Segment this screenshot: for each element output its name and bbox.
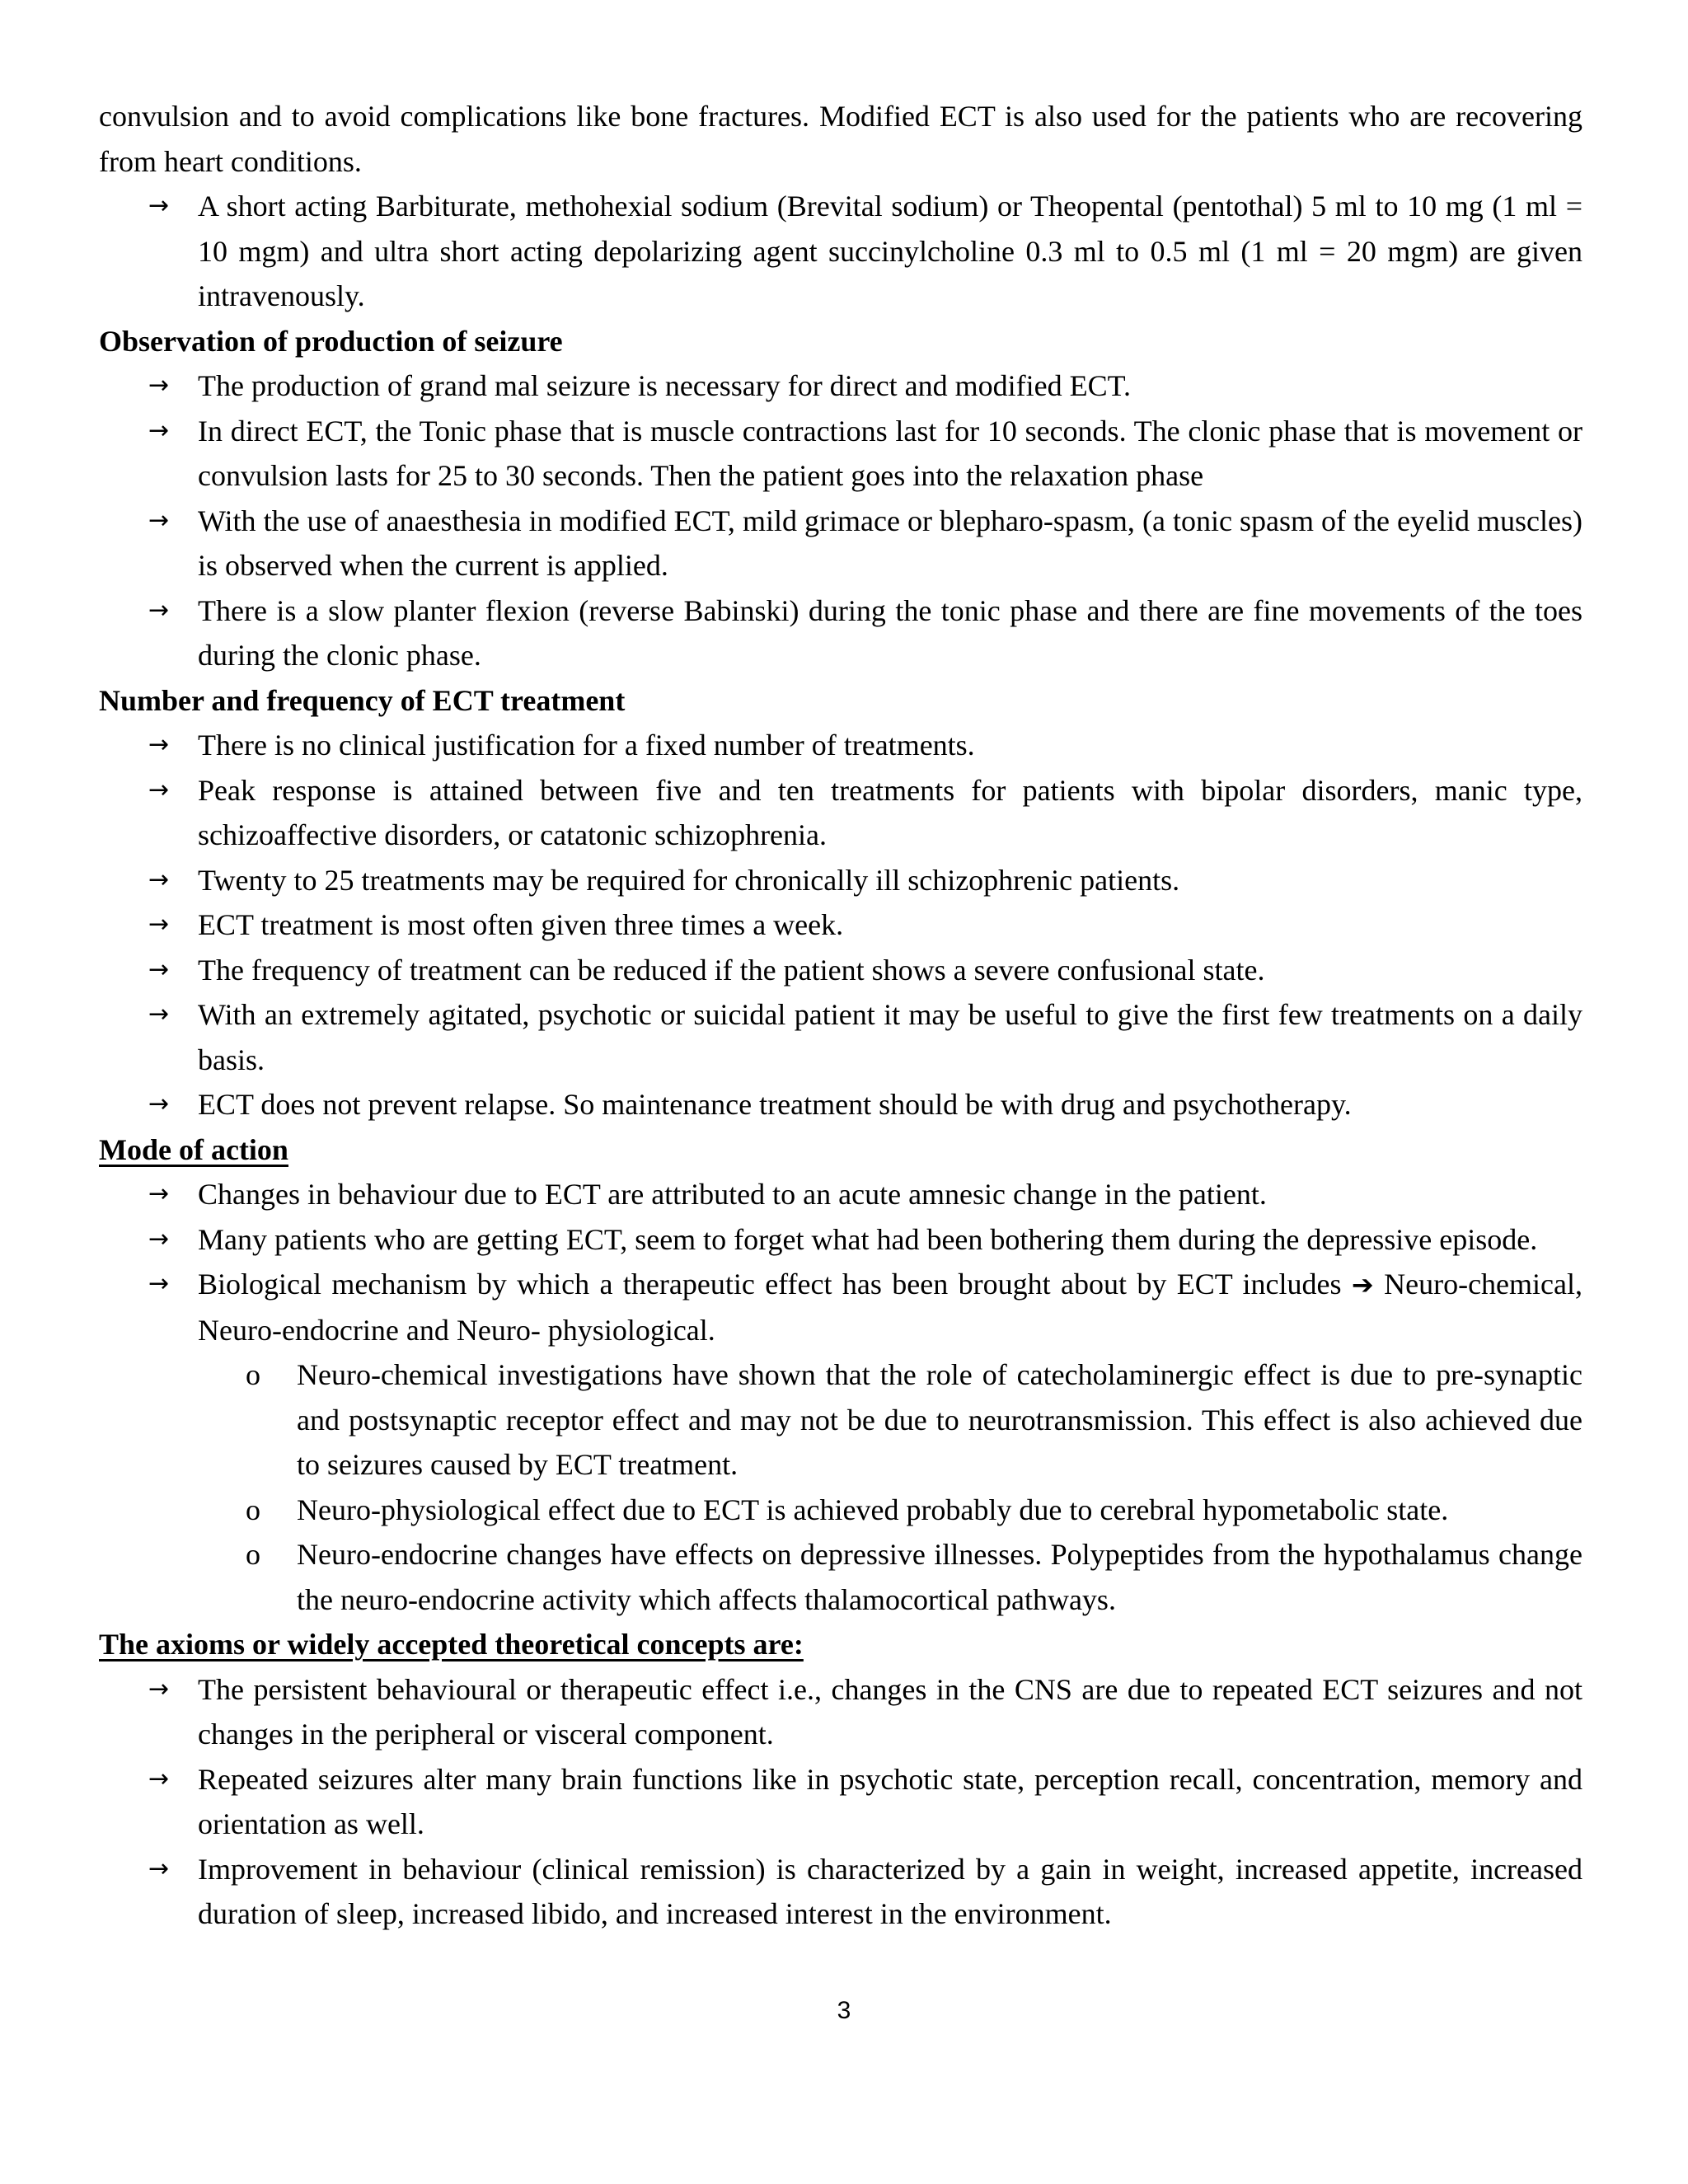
list-item-text: Many patients who are getting ECT, seem to forget what had been bothering them during the depressive episode. — [198, 1222, 1538, 1256]
arrow-bullet-icon: → — [148, 1674, 170, 1704]
list-item-text: Repeated seizures alter many brain functions like in psychotic state, perception recall, concentration, memory and orientation as well. — [198, 1762, 1582, 1840]
list-item-text: Peak response is attained between five and ten treatments for patients with bipolar disorders, manic type, schizoaffective disorders, or catatonic schizophrenia. — [198, 773, 1582, 851]
arrow-bullet-icon: → — [148, 1090, 170, 1118]
section-heading-axioms: The axioms or widely accepted theoretical concepts are: — [99, 1628, 804, 1661]
list-item — [99, 1847, 1582, 1937]
page-content — [99, 94, 1582, 1937]
list-item-text: With the use of anaesthesia in modified ECT, mild grimace or blepharo-spasm, (a tonic spasm of the eyelid muscles) is observed when the current is applied. — [198, 504, 1582, 582]
list-item-text: In direct ECT, the Tonic phase that is muscle contractions last for 10 seconds. The clonic phase that is movement or convulsion lasts for 25 to 30 seconds. Then the patient goes into the relaxation phase — [198, 414, 1582, 492]
list-item-text: Biological mechanism by which a therapeutic effect has been brought about by ECT includes — [198, 1268, 1342, 1301]
circle-bullet-icon: o — [246, 1358, 260, 1391]
sub-list-item — [99, 1488, 1582, 1533]
sub-list-item-text: Neuro-endocrine changes have effects on depressive illnesses. Polypeptides from the hypothalamus change the neuro-endocrine activity which affects thalamocortical pathways. — [297, 1538, 1582, 1616]
circle-bullet-icon: o — [246, 1493, 260, 1526]
list-item — [99, 499, 1582, 588]
arrow-bullet-icon: → — [148, 775, 170, 804]
arrow-bullet-icon: → — [148, 865, 170, 894]
list-item — [99, 858, 1582, 903]
list-item — [99, 723, 1582, 768]
arrow-bullet-icon: → — [148, 415, 170, 445]
arrow-bullet-icon: → — [148, 1179, 170, 1208]
intro-list — [99, 184, 1582, 319]
list-item-text: The persistent behavioural or therapeutic effect i.e., changes in the CNS are due to repeated ECT seizures and not changes in the peripheral or visceral component. — [198, 1672, 1582, 1750]
list-item — [99, 948, 1582, 993]
arrow-bullet-icon: → — [148, 1269, 170, 1298]
arrow-bullet-icon: → — [148, 1224, 170, 1254]
observation-list — [99, 363, 1582, 678]
right-arrow-icon: ➔ — [1351, 1269, 1374, 1301]
arrow-bullet-icon: → — [148, 1000, 170, 1029]
arrow-bullet-icon: → — [148, 954, 170, 984]
axioms-list — [99, 1667, 1582, 1937]
frequency-list — [99, 723, 1582, 1127]
list-item-text: ECT does not prevent relapse. So maintenance treatment should be with drug and psychotherapy. — [198, 1088, 1352, 1121]
list-item — [99, 1262, 1582, 1622]
arrow-bullet-icon: → — [148, 1764, 170, 1793]
sub-list-item-text: Neuro-physiological effect due to ECT is achieved probably due to cerebral hypometabolic state. — [297, 1493, 1449, 1526]
sub-list-item — [99, 1352, 1582, 1488]
list-item — [99, 768, 1582, 858]
list-item — [99, 1172, 1582, 1217]
arrow-bullet-icon: → — [148, 730, 170, 759]
arrow-bullet-icon: → — [148, 1854, 170, 1883]
list-item — [99, 902, 1582, 948]
list-item — [99, 1667, 1582, 1757]
list-item-text: The frequency of treatment can be reduced if the patient shows a severe confusional state. — [198, 953, 1265, 987]
list-item — [99, 184, 1582, 319]
arrow-bullet-icon: → — [148, 595, 170, 625]
list-item-text: The production of grand mal seizure is necessary for direct and modified ECT. — [198, 369, 1131, 402]
sub-list-item-text: Neuro-chemical investigations have shown that the role of catecholaminergic effect is due to pre-synaptic and postsynaptic receptor effect and may not be due to neurotransmission. This effect is also achieved due to seizures caused by ECT treatment. — [297, 1358, 1582, 1481]
list-item-text: Twenty to 25 treatments may be required for chronically ill schizophrenic patients. — [198, 863, 1180, 897]
list-item-text: Neuro-chemical, Neuro-endocrine and Neuro- physiological. — [198, 1268, 1582, 1347]
list-item-text: A short acting Barbiturate, methohexial sodium (Brevital sodium) or Theopental (pentothal) 5 ml to 10 mg (1 ml = 10 mgm) and ultra short acting depolarizing agent succinylcholine 0.3 ml to 0.5 ml (1 ml = 20 mgm) are given intravenously. — [198, 190, 1582, 312]
page-number: 3 — [837, 1997, 851, 2024]
list-item-text: With an extremely agitated, psychotic or suicidal patient it may be useful to give the first few treatments on a daily basis. — [198, 998, 1582, 1076]
arrow-bullet-icon: → — [148, 371, 170, 400]
mode-list — [99, 1172, 1582, 1622]
list-item-text: ECT treatment is most often given three times a week. — [198, 908, 844, 941]
list-item — [99, 1217, 1582, 1263]
intro-paragraph: convulsion and to avoid complications like bone fractures. Modified ECT is also used for the patients who are recovering from heart conditions. — [99, 100, 1582, 178]
list-item-text: Changes in behaviour due to ECT are attributed to an acute amnesic change in the patient. — [198, 1178, 1267, 1211]
list-item-text: Improvement in behaviour (clinical remission) is characterized by a gain in weight, increased appetite, increased duration of sleep, increased libido, and increased interest in the environment. — [198, 1852, 1582, 1930]
arrow-bullet-icon: → — [148, 191, 170, 220]
list-item — [99, 1757, 1582, 1847]
sub-list-item — [99, 1532, 1582, 1622]
mode-sub-list — [99, 1352, 1582, 1622]
list-item — [99, 409, 1582, 499]
section-heading-observation: Observation of production of seizure — [99, 324, 563, 358]
list-item-text: There is a slow planter flexion (reverse Babinski) during the tonic phase and there are fine movements of the toes during the clonic phase. — [198, 593, 1582, 672]
section-heading-mode: Mode of action — [99, 1132, 288, 1166]
list-item — [99, 992, 1582, 1082]
list-item-text: There is no clinical justification for a fixed number of treatments. — [198, 729, 975, 762]
circle-bullet-icon: o — [246, 1538, 260, 1571]
section-heading-frequency: Number and frequency of ECT treatment — [99, 683, 626, 717]
list-item — [99, 1082, 1582, 1127]
list-item — [99, 588, 1582, 678]
list-item — [99, 363, 1582, 409]
arrow-bullet-icon: → — [148, 910, 170, 939]
arrow-bullet-icon: → — [148, 505, 170, 535]
